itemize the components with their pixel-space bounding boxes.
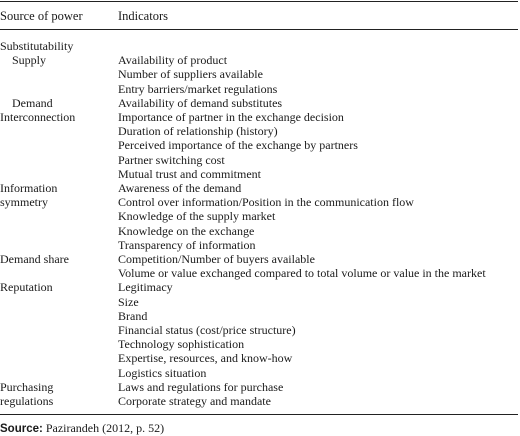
table-source-note	[0, 421, 164, 436]
table-header-rule	[0, 29, 518, 30]
source-of-power-cell: Demand	[12, 95, 53, 110]
table-bottom-rule	[0, 414, 518, 415]
source-text: Pazirandeh (2012, p. 52)	[42, 421, 165, 435]
indicator-cell: Entry barriers/market regulations	[118, 81, 278, 96]
source-of-power-cell: symmetry	[0, 195, 48, 210]
header-source-of-power: Source of power	[0, 9, 83, 23]
indicator-cell: Number of suppliers available	[118, 67, 263, 82]
indicator-cell: Competition/Number of buyers available	[118, 252, 315, 266]
indicator-cell: Technology sophistication	[118, 337, 245, 352]
source-of-power-cell: Information	[0, 181, 58, 195]
indicator-cell: Financial status (cost/price structure)	[118, 323, 296, 337]
indicator-cell: Logistics situation	[118, 365, 207, 380]
source-of-power-cell: Interconnection	[0, 110, 76, 124]
indicator-cell: Mutual trust and commitment	[118, 166, 261, 181]
source-label: Source:	[0, 423, 43, 435]
table-top-rule	[0, 1, 518, 2]
indicator-cell: Perceived importance of the exchange by partners	[118, 138, 358, 153]
source-of-power-cell: Purchasing	[0, 379, 54, 394]
indicator-cell: Awareness of the demand	[118, 181, 242, 195]
source-of-power-cell: regulations	[0, 394, 54, 408]
indicator-cell: Duration of relationship (history)	[118, 124, 278, 139]
indicator-cell: Knowledge of the supply market	[118, 209, 276, 224]
indicator-cell: Control over information/Position in the communication flow	[118, 195, 414, 210]
indicator-cell: Knowledge on the exchange	[118, 223, 255, 238]
indicator-cell: Brand	[118, 308, 148, 323]
indicator-cell: Importance of partner in the exchange decision	[118, 110, 344, 124]
indicator-cell: Transparency of information	[118, 237, 256, 252]
source-of-power-cell: Substitutability	[0, 39, 74, 53]
indicator-cell: Volume or value exchanged compared to total volume or value in the market	[118, 266, 486, 281]
indicator-cell: Partner switching cost	[118, 152, 225, 167]
indicator-cell: Expertise, resources, and know-how	[118, 351, 293, 366]
indicator-cell: Laws and regulations for purchase	[118, 379, 284, 394]
source-of-power-cell: Reputation	[0, 280, 53, 295]
indicator-cell: Size	[118, 294, 139, 309]
indicator-cell: Availability of demand substitutes	[118, 95, 283, 110]
indicator-cell: Availability of product	[118, 53, 228, 68]
header-indicators: Indicators	[118, 9, 168, 23]
indicator-cell: Legitimacy	[118, 280, 173, 295]
source-of-power-cell: Supply	[12, 53, 47, 68]
source-of-power-cell: Demand share	[0, 252, 69, 266]
indicator-cell: Corporate strategy and mandate	[118, 394, 271, 408]
